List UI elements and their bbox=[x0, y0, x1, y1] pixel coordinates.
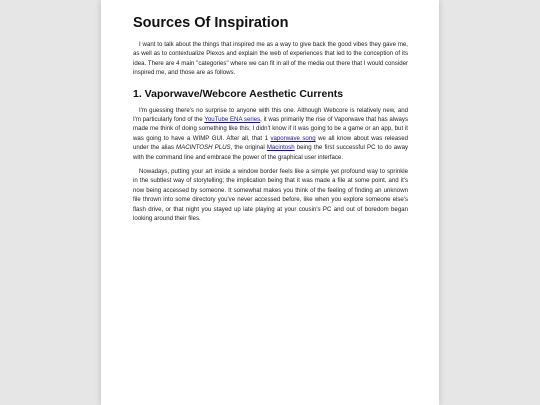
page-title: Sources Of Inspiration bbox=[133, 15, 289, 31]
vaporwave-song-link[interactable]: vaporwave song bbox=[270, 134, 316, 142]
document-content bbox=[133, 14, 408, 229]
macintosh-link[interactable]: Macintosh bbox=[266, 144, 295, 152]
alias-name: MACINTOSH PLUS bbox=[176, 144, 231, 152]
paragraph-text: , it was primarily the rise of Vaporwave that has always made me think of doing something like this; I didn't know if it was going to be a game or an app, but it was going to have a WIMP GUI. After all, that 1 bbox=[133, 116, 408, 142]
section-paragraph-1 bbox=[133, 106, 408, 162]
paragraph-text: being the first successful PC to do away with the command line and embrace the power of the graphical user interface. bbox=[133, 144, 409, 161]
paragraph-text: we all know about was released under the alias bbox=[133, 134, 408, 152]
section-paragraph-2: Nowadays, putting your art inside a window border feels like a simple yet profound way to sprinkle in the subtlest way of storytelling; the implication being that it was made a file at some point, and it's now being accessed by someone. It somewhat makes you think of the feeling of finding an unknown file thrown into some directory you've never accessed before, like when you explore someone else's flash drive, or that night you stayed up late playing at your cousin's PC and out of boredom began looking around their files. bbox=[133, 168, 408, 223]
paragraph-text: I'm guessing there's no surprise to anyone with this one. Although Webcore is relatively new, and I'm particularly fond of the bbox=[133, 106, 408, 124]
intro-paragraph: I want to talk about the things that inspired me as a way to give back the good vibes they gave me, as well as to contextualize Plexos and explain the web of experiences that led to the conception of its idea. There are 4 main "categories" where we can fit in all of the media out there that I would consider inspired me, and those are as follows. bbox=[133, 41, 408, 77]
section-heading: 1. Vaporwave/Webcore Aesthetic Currents bbox=[133, 87, 344, 100]
paragraph-text: , the original bbox=[230, 144, 267, 152]
youtube-ena-series-link[interactable]: YouTube ENA series bbox=[204, 116, 261, 124]
document-page bbox=[101, 0, 439, 405]
